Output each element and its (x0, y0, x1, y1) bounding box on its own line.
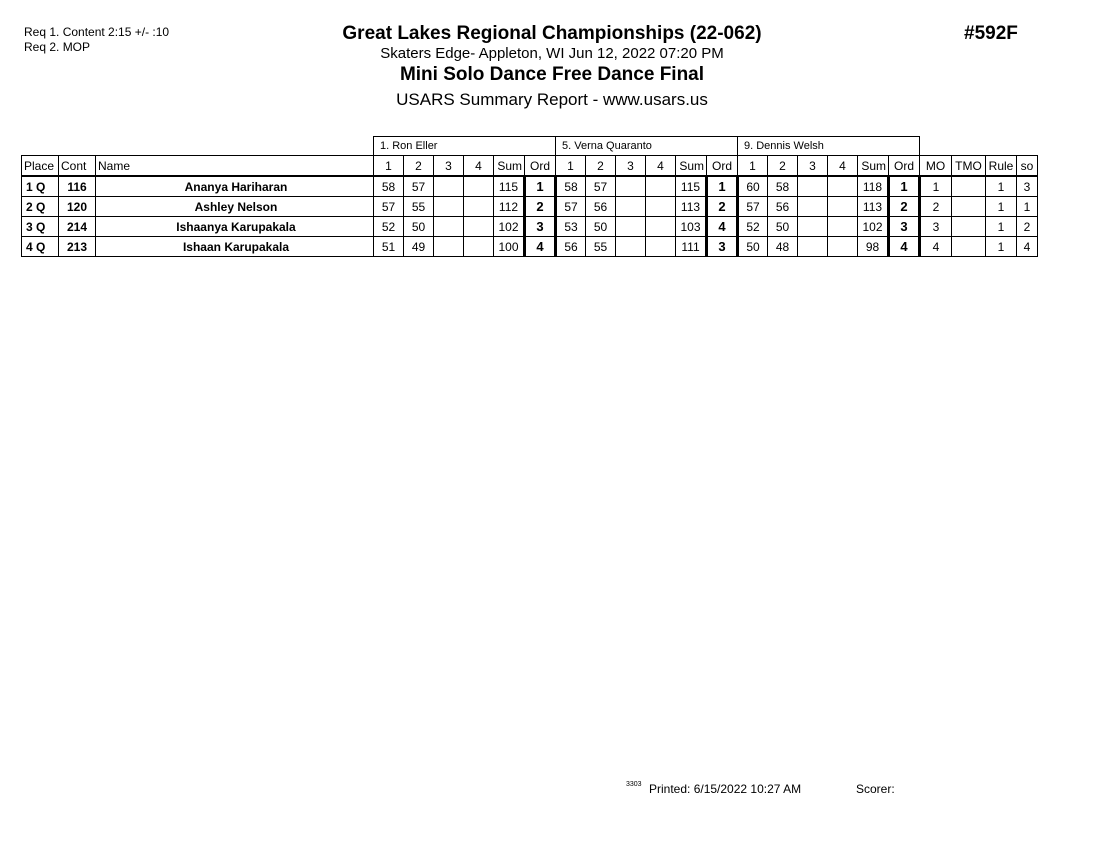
sum-cell: 113 (676, 197, 707, 217)
column-header-row (22, 156, 1038, 177)
col-mo: MO (920, 156, 952, 177)
ord-cell: 2 (707, 197, 738, 217)
mark-cell (434, 237, 464, 257)
so-cell: 1 (1017, 197, 1038, 217)
mark-cell (828, 197, 858, 217)
place-cell: 2 Q (22, 197, 59, 217)
skater-name: Ishaan Karupakala (96, 237, 374, 257)
cont-cell: 116 (59, 176, 96, 197)
mark-cell (798, 176, 828, 197)
tmo-cell (952, 176, 986, 197)
mark-cell (464, 217, 494, 237)
requirements (24, 25, 169, 55)
col-mark-2: 2 (586, 156, 616, 177)
mark-cell: 58 (768, 176, 798, 197)
mark-cell (616, 217, 646, 237)
judge-1: 1. Ron Eller (374, 137, 556, 156)
sum-cell: 102 (494, 217, 525, 237)
mark-cell: 57 (586, 176, 616, 197)
ord-cell: 4 (889, 237, 920, 257)
requirement-1: Req 1. Content 2:15 +/- :10 (24, 25, 170, 39)
mark-cell: 57 (404, 176, 434, 197)
printed-timestamp: Printed: 6/15/2022 10:27 AM (649, 782, 802, 796)
table-row (22, 217, 1038, 237)
col-place: Place (22, 156, 59, 177)
mark-cell: 60 (738, 176, 768, 197)
place-cell: 1 Q (22, 176, 59, 197)
mark-cell: 48 (768, 237, 798, 257)
ord-cell: 1 (525, 176, 556, 197)
skater-name: Ishaanya Karupakala (96, 217, 374, 237)
competition-title: Great Lakes Regional Championships (22-062) (342, 23, 762, 44)
mark-cell: 55 (586, 237, 616, 257)
sum-cell: 111 (676, 237, 707, 257)
mark-cell: 57 (556, 197, 586, 217)
skater-name: Ashley Nelson (96, 197, 374, 217)
col-name: Name (96, 156, 374, 177)
cont-cell: 120 (59, 197, 96, 217)
mark-cell: 58 (556, 176, 586, 197)
col-mark-4: 4 (646, 156, 676, 177)
ord-cell: 2 (889, 197, 920, 217)
skater-name: Ananya Hariharan (96, 176, 374, 197)
sum-cell: 100 (494, 237, 525, 257)
col-sum: Sum (676, 156, 707, 177)
so-cell: 4 (1017, 237, 1038, 257)
mark-cell (798, 237, 828, 257)
col-ord: Ord (707, 156, 738, 177)
mark-cell (828, 176, 858, 197)
mark-cell: 56 (586, 197, 616, 217)
col-mark-2: 2 (404, 156, 434, 177)
ord-cell: 4 (707, 217, 738, 237)
mark-cell (646, 176, 676, 197)
col-so: so (1017, 156, 1038, 177)
ord-cell: 3 (889, 217, 920, 237)
mark-cell (464, 197, 494, 217)
judge-2: 5. Verna Quaranto (556, 137, 738, 156)
col-mark-2: 2 (768, 156, 798, 177)
mark-cell: 52 (738, 217, 768, 237)
ord-cell: 3 (525, 217, 556, 237)
ord-cell: 2 (525, 197, 556, 217)
col-mark-1: 1 (374, 156, 404, 177)
sum-cell: 102 (858, 217, 889, 237)
mark-cell: 50 (738, 237, 768, 257)
col-mark-3: 3 (616, 156, 646, 177)
sum-cell: 113 (858, 197, 889, 217)
mark-cell (616, 197, 646, 217)
col-mark-1: 1 (556, 156, 586, 177)
mark-cell (646, 217, 676, 237)
mark-cell (434, 176, 464, 197)
col-sum: Sum (494, 156, 525, 177)
so-cell: 2 (1017, 217, 1038, 237)
mark-cell: 57 (374, 197, 404, 217)
rule-cell: 1 (986, 237, 1017, 257)
mark-cell (646, 197, 676, 217)
sum-cell: 118 (858, 176, 889, 197)
place-cell: 3 Q (22, 217, 59, 237)
ord-cell: 1 (889, 176, 920, 197)
col-tmo: TMO (952, 156, 986, 177)
table-row (22, 237, 1038, 257)
tmo-cell (952, 237, 986, 257)
col-mark-1: 1 (738, 156, 768, 177)
mark-cell (616, 176, 646, 197)
mark-cell (434, 217, 464, 237)
cont-cell: 214 (59, 217, 96, 237)
mark-cell: 49 (404, 237, 434, 257)
judge-3: 9. Dennis Welsh (738, 137, 920, 156)
event-title: Mini Solo Dance Free Dance Final (399, 64, 705, 85)
mo-cell: 3 (920, 217, 952, 237)
ord-cell: 3 (707, 237, 738, 257)
mark-cell: 56 (768, 197, 798, 217)
ord-cell: 4 (525, 237, 556, 257)
report-subtitle: USARS Summary Report - www.usars.us (396, 90, 708, 109)
mark-cell: 50 (768, 217, 798, 237)
scorer-label: Scorer: (856, 782, 895, 796)
event-code: #592F (964, 23, 1018, 44)
mark-cell (646, 237, 676, 257)
mark-cell (828, 237, 858, 257)
mark-cell: 53 (556, 217, 586, 237)
sum-cell: 112 (494, 197, 525, 217)
mark-cell (464, 237, 494, 257)
table-row (22, 176, 1038, 197)
place-cell: 4 Q (22, 237, 59, 257)
col-mark-3: 3 (434, 156, 464, 177)
mark-cell: 57 (738, 197, 768, 217)
mark-cell (798, 217, 828, 237)
mark-cell (464, 176, 494, 197)
so-cell: 3 (1017, 176, 1038, 197)
col-rule: Rule (986, 156, 1017, 177)
mo-cell: 4 (920, 237, 952, 257)
col-sum: Sum (858, 156, 889, 177)
mo-cell: 2 (920, 197, 952, 217)
mark-cell: 50 (586, 217, 616, 237)
mark-cell (828, 217, 858, 237)
tmo-cell (952, 217, 986, 237)
tmo-cell (952, 197, 986, 217)
venue-date: Skaters Edge- Appleton, WI Jun 12, 2022 07:20 PM (380, 45, 724, 62)
mark-cell: 55 (404, 197, 434, 217)
sum-cell: 98 (858, 237, 889, 257)
mark-cell: 52 (374, 217, 404, 237)
mark-cell: 58 (374, 176, 404, 197)
mark-cell (798, 197, 828, 217)
col-mark-3: 3 (798, 156, 828, 177)
sum-cell: 103 (676, 217, 707, 237)
results-table (21, 136, 1038, 257)
mark-cell (616, 237, 646, 257)
rule-cell: 1 (986, 217, 1017, 237)
col-mark-4: 4 (464, 156, 494, 177)
cont-cell: 213 (59, 237, 96, 257)
requirement-2: Req 2. MOP (24, 40, 91, 54)
col-ord: Ord (525, 156, 556, 177)
col-mark-4: 4 (828, 156, 858, 177)
mo-cell: 1 (920, 176, 952, 197)
mark-cell (434, 197, 464, 217)
mark-cell: 50 (404, 217, 434, 237)
rule-cell: 1 (986, 197, 1017, 217)
table-row (22, 197, 1038, 217)
mark-cell: 56 (556, 237, 586, 257)
col-cont: Cont (59, 156, 96, 177)
mark-cell: 51 (374, 237, 404, 257)
rule-cell: 1 (986, 176, 1017, 197)
sum-cell: 115 (676, 176, 707, 197)
ord-cell: 1 (707, 176, 738, 197)
footer-mark: 3303 (626, 781, 642, 788)
judges-row (22, 137, 1038, 156)
col-ord: Ord (889, 156, 920, 177)
sum-cell: 115 (494, 176, 525, 197)
